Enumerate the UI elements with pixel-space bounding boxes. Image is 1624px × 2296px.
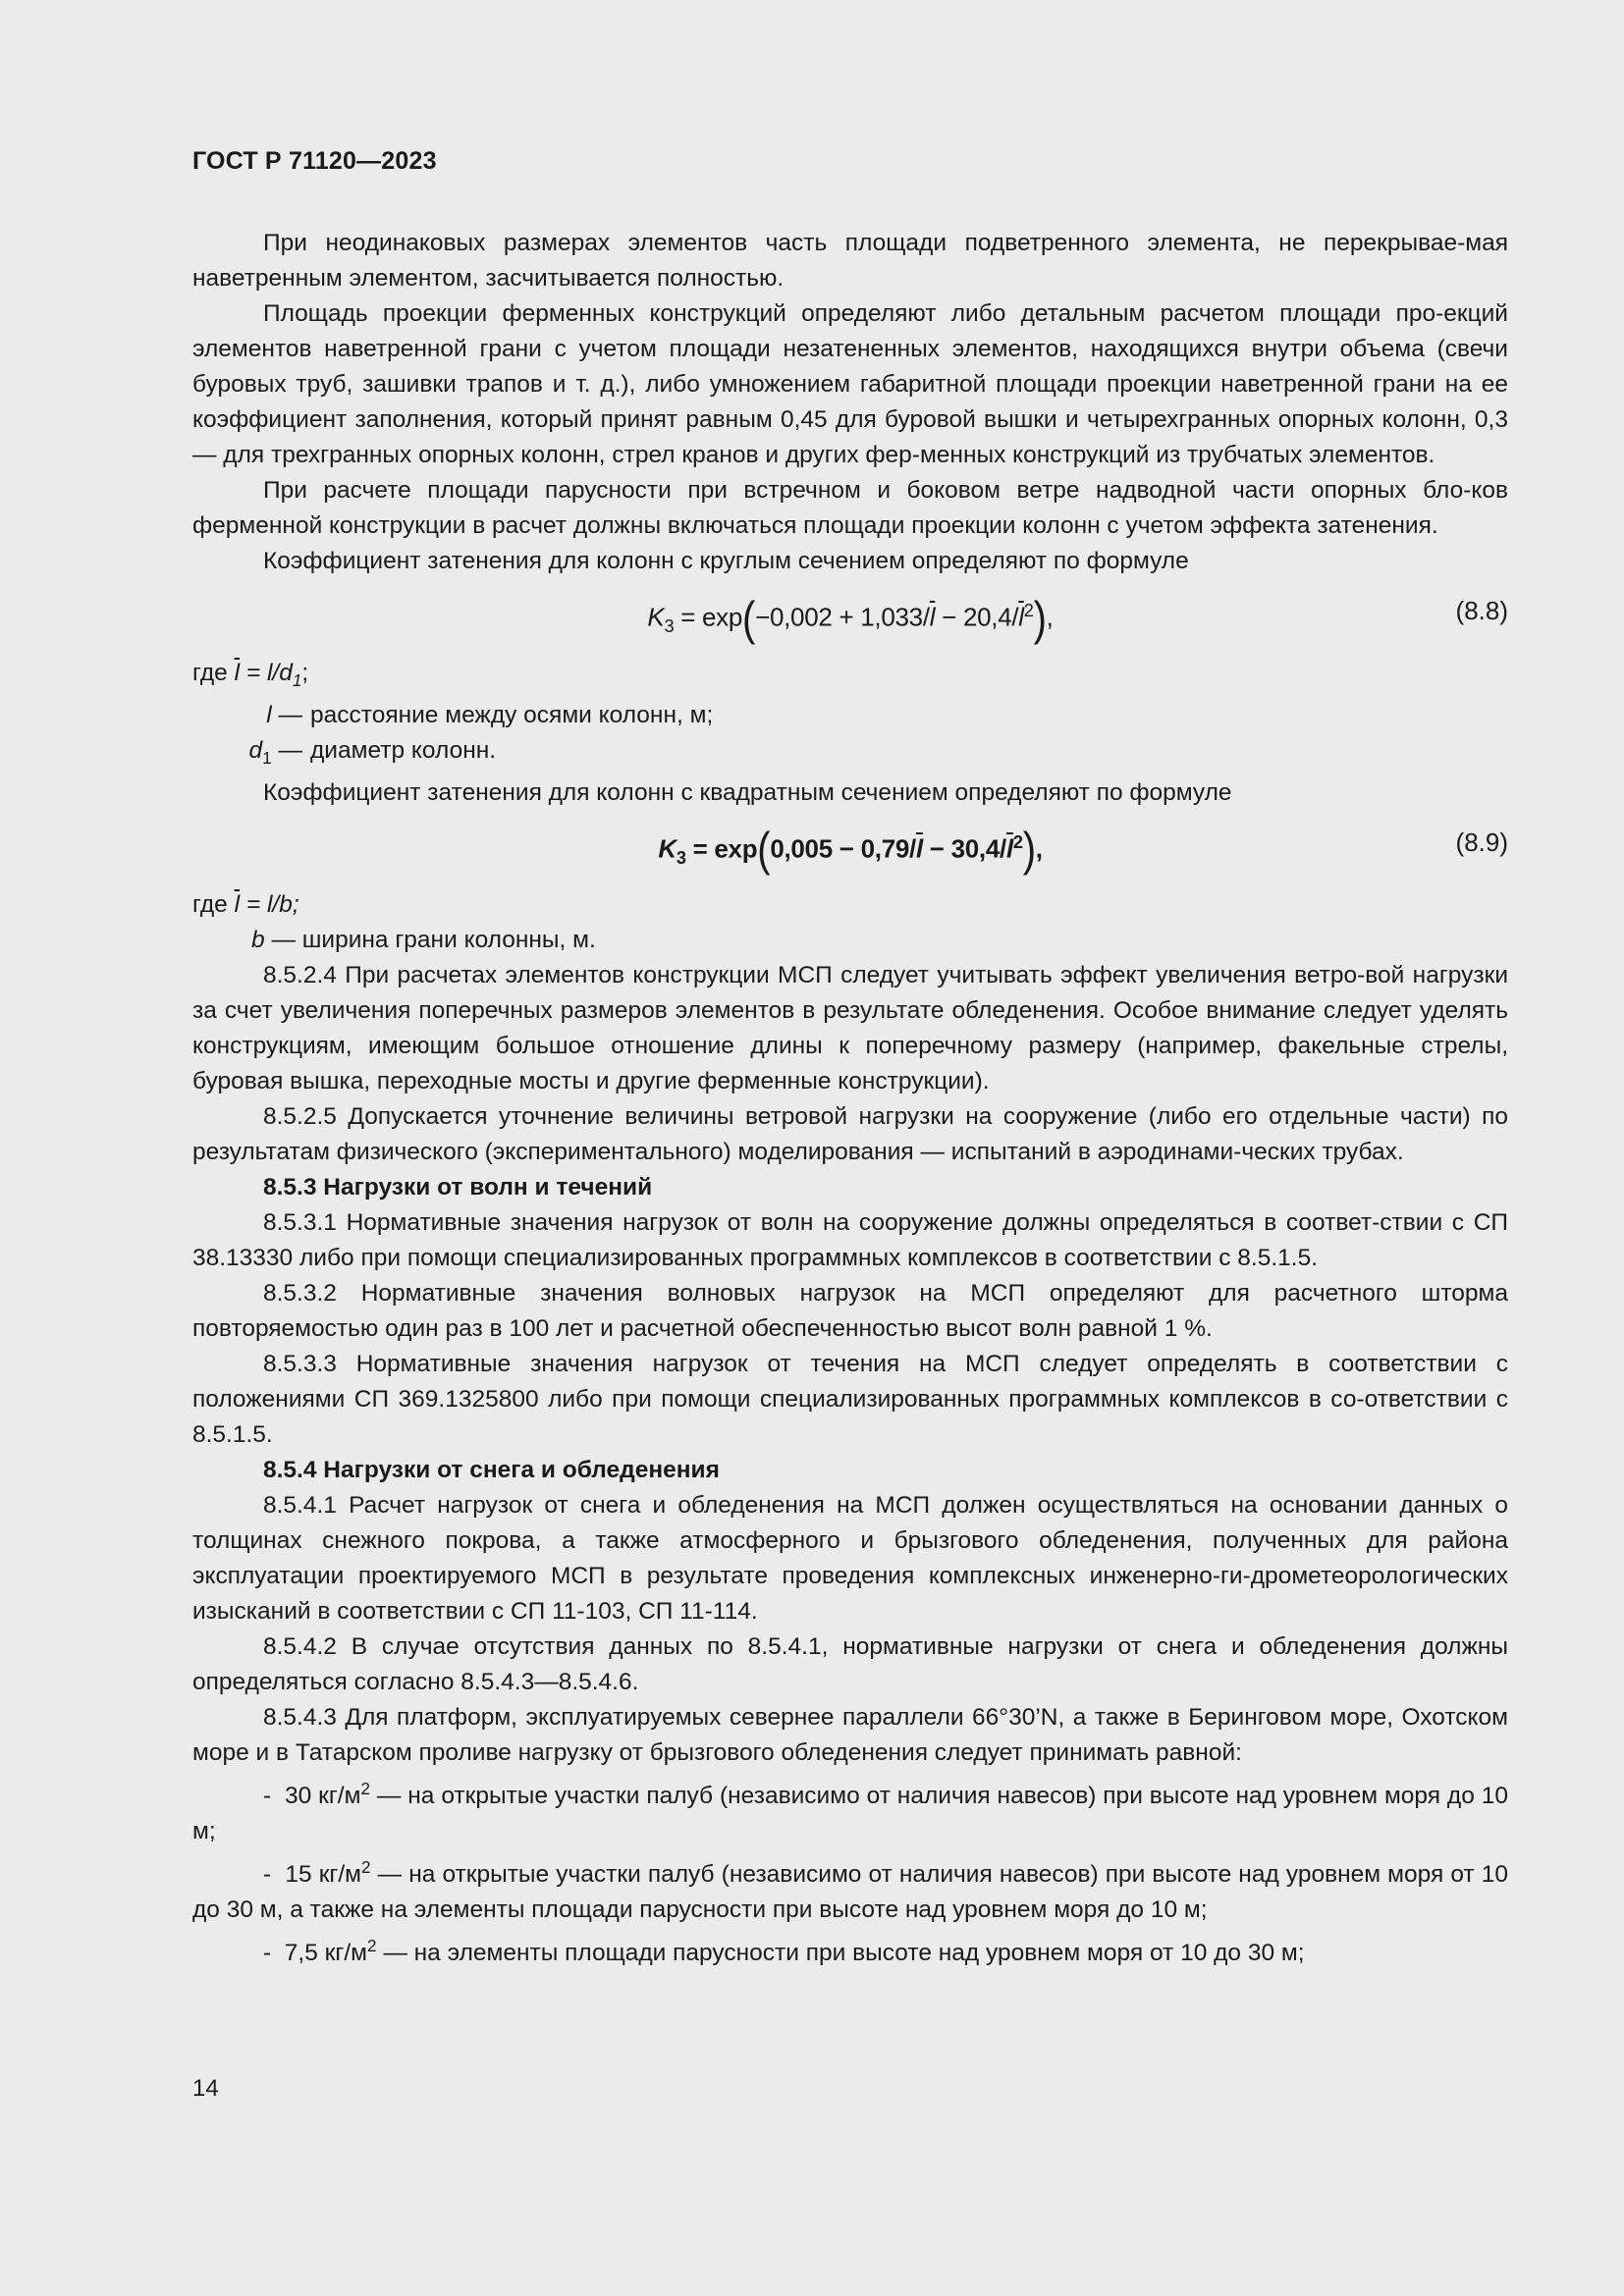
right-paren: ) <box>1033 593 1047 646</box>
list-item: - 30 $кг/м^2$ — на открытые участки палуб (независимо от наличия навесов) при высоте над уровнем моря до 10 м; <box>192 1778 1508 1844</box>
formula-expression: $K_3 = \exp(-0,002 + 1,033/\overline{l} - 20,4/\overline{l}^2)$, <box>647 593 1054 646</box>
legend-definition: где $\overline{l} = l/b$; <box>192 890 299 918</box>
left-paren: ( <box>742 593 756 646</box>
paragraph: При неодинаковых размерах элементов часть площади подветренного элемента, не перекрывае-мая наветренным элементом, засчитывается полностью. <box>192 230 1508 292</box>
document-body <box>192 226 1508 1971</box>
page-number: 14 <box>192 2075 219 2102</box>
paragraph: При расчете площади парусности при встречном и боковом ветре надводной части опорных бло-ков ферменной конструкции в расчет должны включаться площади проекции колонн с учетом эффекта затенения. <box>192 477 1508 539</box>
list-item: - 15 $кг/м^2$ — на открытые участки палуб (независимо от наличия навесов) при высоте над уровнем моря от 10 до 30 м, а также на элементы площади парусности при высоте над уровнем моря до 10 м; <box>192 1856 1508 1924</box>
paragraph: 8.5.2.5 Допускается уточнение величины ветровой нагрузки на сооружение (либо его отдельные части) по результатам физического (экспериментального) моделирования — испытаний в аэродинами-ческих трубах. <box>192 1102 1508 1165</box>
paragraph: 8.5.3.2 Нормативные значения волновых нагрузок на МСП определяют для расчетного шторма повторяемостью один раз в 100 лет и расчетной обеспеченностью высот волн равной 1 %. <box>192 1279 1508 1342</box>
formula-expression: $K_3 = \exp(0,005 - 0,79/\overline{l} - 30,4/\overline{l}^2)$, <box>658 825 1043 877</box>
legend-item: $d_1$ — диаметр колонн. <box>248 736 497 768</box>
paragraph: 8.5.3.3 Нормативные значения нагрузок от течения на МСП следует определять в соответствии с положениями СП 369.1325800 либо при помощи специализированных программных комплексов в со-ответствии с 8.5.1.5. <box>192 1350 1508 1448</box>
paragraph: 8.5.2.4 При расчетах элементов конструкции МСП следует учитывать эффект увеличения ветро-вой нагрузки за счет увеличения поперечных размеров элементов в результате обледенения. Особое внимание следует уделять конструкциям, имеющим большое отношение длины к поперечному размеру (например, факельные стрелы, буровая вышка, переходные мосты и другие ферменные конструкции). <box>192 961 1508 1095</box>
legend-item: b — ширина грани колонны, м. <box>251 926 596 953</box>
paragraph: Коэффициент затенения для колонн с квадратным сечением определяют по формуле <box>263 778 1232 806</box>
paragraph: 8.5.3.1 Нормативные значения нагрузок от волн на сооружение должны определяться в соответ-ствии с СП 38.13330 либо при помощи специализированных программных комплексов в соответствии с 8.5.1.5. <box>192 1208 1508 1271</box>
legend-item: l — расстояние между осями колонн, м; <box>266 701 714 728</box>
paragraph: Коэффициент затенения для колонн с круглым сечением определяют по формуле <box>263 548 1189 574</box>
paragraph: 8.5.4.2 В случае отсутствия данных по 8.5.4.1, нормативные нагрузки от снега и обледенения должны определяться согласно 8.5.4.3—8.5.4.6. <box>192 1632 1508 1695</box>
section-heading: 8.5.3 Нагрузки от волн и течений <box>263 1173 653 1201</box>
formula-legend <box>192 656 1508 775</box>
section-heading: 8.5.4 Нагрузки от снега и обледенения <box>263 1456 720 1483</box>
formula-number: (8.8) <box>1455 596 1508 625</box>
formula-number: (8.9) <box>1455 827 1508 857</box>
paragraph: 8.5.4.1 Расчет нагрузок от снега и обледенения на МСП должен осуществляться на основании данных о толщинах снежного покрова, а также атмосферного и брызгового обледенения, полученных для района эксплуатации проектируемого МСП в результате проведения комплексных инженерно-ги-дрометеорологических изысканий в соответствии с СП 11-103, СП 11-114. <box>192 1491 1508 1625</box>
formula-8-9 <box>192 811 1508 887</box>
list-item: - 7,5 $кг/м^2$ — на элементы площади парусности при высоте над уровнем моря от 10 до 30 м; <box>263 1936 1305 1967</box>
paragraph: 8.5.4.3 Для платформ, эксплуатируемых севернее параллели 66°30’N, а также в Беринговом море, Охотском море и в Татарском проливе нагрузку от брызгового обледенения следует принимать равной: <box>192 1703 1508 1766</box>
left-paren: ( <box>757 825 771 877</box>
document-header: ГОСТ Р 71120—2023 <box>192 147 437 175</box>
formula-legend <box>192 887 1508 958</box>
formula-8-8 <box>192 579 1508 656</box>
right-paren: ) <box>1022 825 1036 877</box>
paragraph: Площадь проекции ферменных конструкций определяют либо детальным расчетом площади про-екций элементов наветренной грани с учетом площади незатененных элементов, находящихся внутри объема (свечи буровых труб, зашивки трапов и т. д.), либо умножением габаритной площади проекции наветренной грани на ее коэффициент заполнения, который принят равным 0,45 для буровой вышки и четырехгранных опорных колонн, 0,3 — для трехгранных опорных колонн, стрел кранов и других фер-менных конструкций из трубчатых элементов. <box>192 300 1508 468</box>
legend-definition: где $\overline{l} = l/d_1$; <box>192 660 309 690</box>
